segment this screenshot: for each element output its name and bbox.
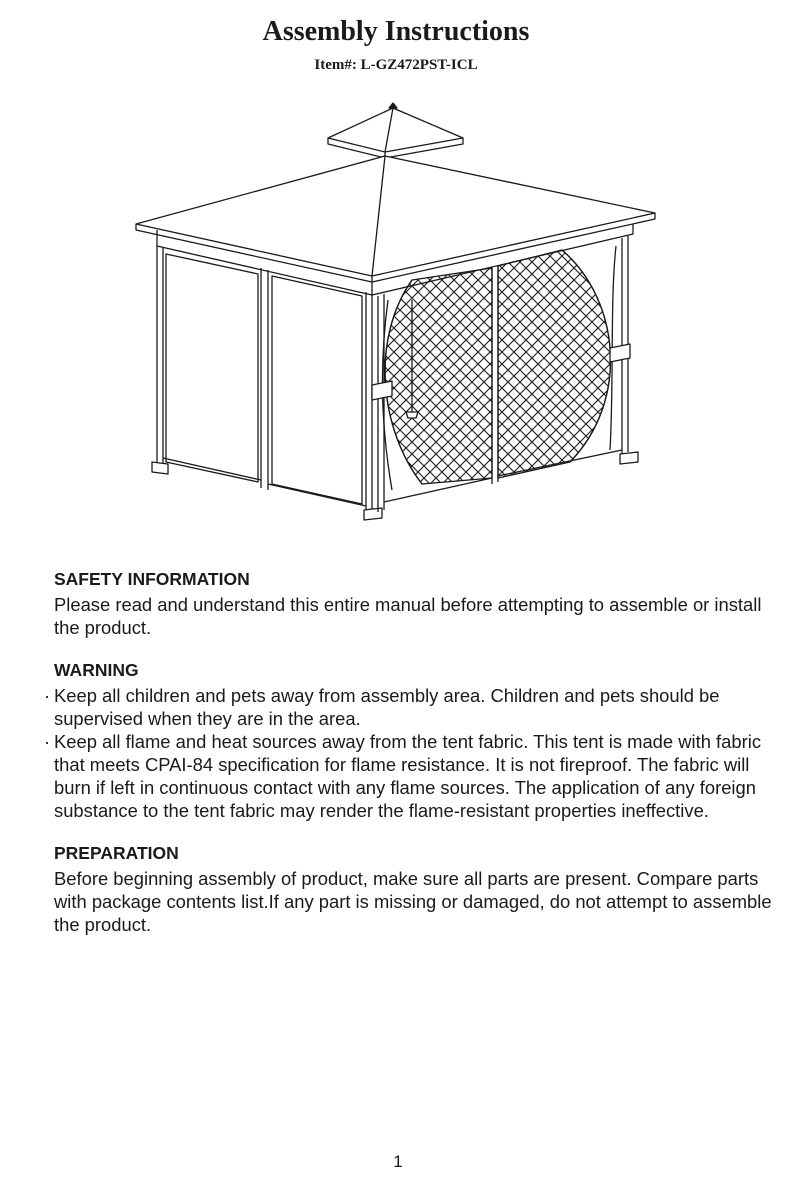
safety-heading: SAFETY INFORMATION: [54, 569, 250, 589]
list-item: [44, 684, 774, 730]
page-number: 1: [393, 1152, 403, 1171]
list-item: [44, 730, 774, 822]
warning-heading: WARNING: [54, 660, 139, 680]
preparation-heading: PREPARATION: [54, 843, 179, 863]
warning-section: [44, 659, 774, 822]
gazebo-illustration: [130, 100, 660, 525]
safety-text: Please read and understand this entire manual before attempting to assemble or install the product.: [54, 594, 762, 638]
preparation-section: [54, 842, 774, 936]
page-title: Assembly Instructions: [262, 16, 530, 47]
bullet-glyph: ·: [44, 685, 51, 706]
instructions-body: [44, 568, 774, 956]
safety-section: [54, 568, 774, 639]
warning-item-text: Keep all children and pets away from assembly area. Children and pets should be supervised when they are in the area.: [54, 685, 720, 729]
item-number: Item#: L-GZ472PST-ICL: [314, 57, 478, 73]
bullet-glyph: ·: [44, 731, 51, 752]
preparation-text: Before beginning assembly of product, make sure all parts are present. Compare parts with package contents list.If any part is missing or damaged, do not attempt to assemble the product.: [54, 868, 772, 935]
warning-list: [44, 684, 774, 822]
warning-item-text: Keep all flame and heat sources away from the tent fabric. This tent is made with fabric that meets CPAI-84 specification for flame resistance. It is not fireproof. The fabric will burn if left in continuous contact with any flame sources. The application of any foreign substance to the tent fabric may render the flame-resistant properties ineffective.: [54, 731, 762, 821]
